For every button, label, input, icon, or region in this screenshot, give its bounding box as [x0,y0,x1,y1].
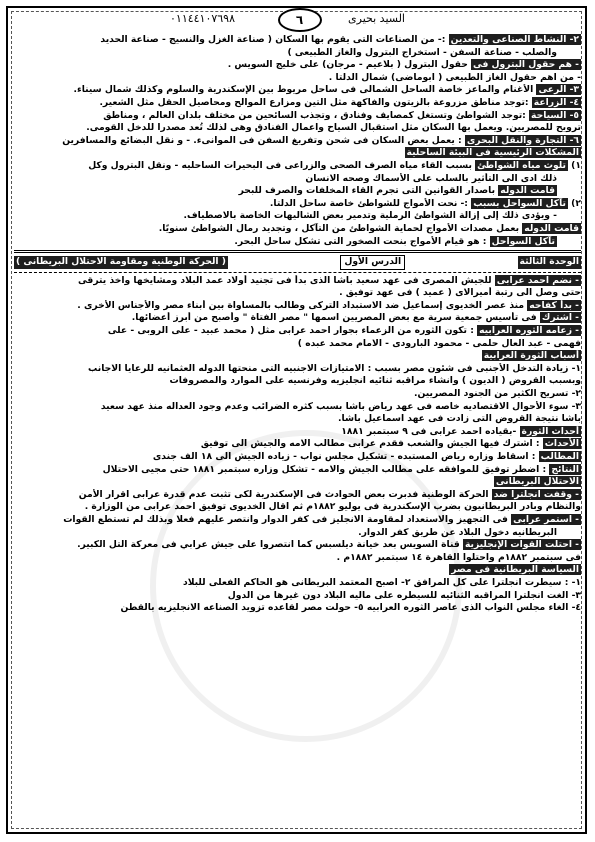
line-text: حقول البترول ( بلاعيم - مرجان) على خليج السويس . [227,59,472,71]
line-text: ترويح للمصريين. ويعمل بها السكان مثل استقبال السياح واعمال الفنادق وهى لذلك تُعد مصدرا للدخل القومى. [86,122,581,134]
text-line [14,122,581,135]
text-line [14,72,581,85]
line-text: :- من الصناعات التى يقوم بها السكان ( صناعة الغزل والنسيج - صناعة الحديد [100,34,449,45]
highlighted-heading: قامت الدوله [524,222,579,234]
page-number: ٦ [278,8,322,32]
highlighted-heading: - استمر عرابى [513,513,579,525]
text-line [14,438,581,451]
text-line [14,476,581,489]
highlighted-heading: ٢- النشاط الصناعى والتعدين [450,34,579,45]
text-line [14,160,581,173]
highlighted-heading: - بدأ كفاحه [529,299,579,311]
line-text: : تكون الثوره من الزعماء بجوار احمد عرابى مثل ( محمد عبيد - على الروبى - على [107,325,478,337]
highlighted-heading: تآكل السواحل [491,235,555,247]
unit-bar [14,255,581,270]
line-text: حتى وصل الى رتبة أميرالاى ( عميد ) فى عهد توفيق . [339,287,581,299]
highlighted-heading: المطالب [540,451,579,462]
line-text: - من اهم حقول الغاز الطبيعى ( ابوماضى) شمال الدلتا . [328,71,581,83]
text-line [14,59,581,72]
text-line [14,47,581,60]
text-line [14,451,581,464]
line-text: بسبب القاء مياه الصرف الصحى والزراعى فى البحيرات الساحليه - ونقل البترول وكل [88,159,476,171]
line-text: : اضطر توفيق للموافقه على مطالب الجيش والامه - تشكل وزاره سبتمبر ١٨٨١ حتى مجيى الاحتلال [102,463,550,475]
lesson-label: الدرس الأول [340,255,405,270]
section-coastal-economy [14,34,581,248]
text-line [14,173,581,186]
line-text: الحركة الوطنية فدبرت بعض الحوادث فى الإسكندرية لكى تثبت عدم قدرة عرابى اقرار الأمن [78,488,492,500]
text-line [14,501,581,514]
line-text: والنظام وبادر البريطانيون بضرب الإسكندرية فى يوليو ١٨٨٢م ثم اقال الخديوى توفيق احمد عرابى من الوزارة . [84,501,581,513]
text-line [14,287,581,300]
text-line [14,514,581,527]
highlighted-heading: الأحداث [544,438,579,450]
line-text: باصدار القوانين التى تجرم القاء المخلفات والصرف للبحر [238,185,499,197]
line-text: ٣- الغت انجلترا المراقبه الثنائيه للسيطره على ماليه البلاد دون غيرها من الدول [227,589,581,601]
line-text: ١) [567,159,581,171]
text-line [14,577,581,590]
highlighted-heading: ٥- السياحة [531,109,579,121]
section-national-movement [14,275,581,615]
text-line [14,527,581,540]
line-text: ٢) [567,197,581,209]
text-line [14,375,581,388]
text-line [14,350,581,363]
line-text: فهمى - عبد العال حلمى - محمود البارودى - الامام محمد عبده ) [297,337,581,349]
highlighted-heading: - وقفت انجلترا ضد [493,488,579,500]
highlighted-heading: تلوث مياه الشواطئ [477,159,566,171]
highlighted-heading: - احتلت القوات الإنجليزية [464,539,579,551]
line-text: قناة السويس بعد خيانة ديلسبس كما انتصروا على جيش عرابي فى معركة التل الكبير. [77,539,463,551]
unit-divider [14,272,581,273]
line-text: فى سبتمبر ١٨٨٢م واحتلوا القاهرة ١٤ سبتمبر ١٨٨٢م . [336,551,581,563]
line-text: : اسقاط وزاره رياض المستبده - تشكيل مجلس نواب - زياده الجيش الى ١٨ الف جندى [152,451,539,462]
line-text: ١- : سيطرت انجلترا على كل المرافق ٢- اصبح المعتمد البريطانى هو الحاكم الفعلى للبلاد [182,576,581,588]
text-line [14,325,581,338]
text-line [14,236,581,249]
line-text: بعمل مصدات الأمواج لحماية الشواطئ من التآكل ، وتجديد رمال الشواطئ سنويًا. [158,222,523,234]
line-text: -بقياده احمد عرابى فى ٩ سبتمبر ١٨٨١ [341,425,520,437]
highlighted-heading: - هم حقول البترول فى [473,59,579,71]
line-text: : يعمل بعض السكان فى شحن وتفريغ السفن فى الموانىء. - و نقل البضائع والمسافرين [62,134,465,146]
lesson-title: ( الحركة الوطنية ومقاومة الاحتلال البريطانى ) [16,256,226,268]
line-text: وبسبب القروض ( الديون ) وانشاء مراقبه ثنائيه انجليزيه وفرنسيه على الموارد والمصروفات [169,375,581,387]
line-text: باشا نتيجة القروض التى زادت فى عهد اسماعيل باشا. [338,413,581,425]
text-line [14,338,581,351]
text-line [14,312,581,325]
line-text: : هو قيام الأمواج بنحت الصخور التى تشكل ساحل البحر. [234,235,490,247]
text-line [14,388,581,401]
line-text: ٢- تسريح الكثير من الجنود المصريين. [413,388,581,400]
line-text: ١- زيادة التدخل الأجنبى فى شئون مصر بسبب : الامتيازات الاجنبيه التى منحتها الدوله العثمانيه للرعايا الاجانب [88,362,581,374]
highlighted-heading: - نضم احمد عرابى [496,274,579,286]
text-line [14,275,581,288]
highlighted-heading: - زعامه الثوره العرابيه [479,325,579,337]
highlighted-heading: تآكل السواحل بسبب [473,197,566,209]
line-text: :- نحت الأمواج للشواطئ خاصة ساحل الدلتا. [269,197,472,209]
phone-number: ٠١١٤٤١٠٧٦٩٨ [170,12,235,25]
page-header [20,8,575,30]
line-text: ٤- الغاء مجلس النواب الذى عاصر الثوره العرابيه ٥- حولت مصر لقاعده تزويد الصناعه الانجليزيه بالقطن [120,602,581,614]
highlighted-heading: الاحتلال البريطانى [495,476,579,488]
highlighted-heading: قامت الدوله [500,185,555,197]
text-line [14,147,581,160]
text-line [14,223,581,236]
line-text: :توجد مناطق مزروعة بالزيتون والفاكهة مثل التين ومزارع الموالح ومحاصيل الحقل مثل الشعير. [99,96,532,108]
text-line [14,590,581,603]
text-line [14,602,581,615]
text-line [14,97,581,110]
line-text: - ويؤدى ذلك إلى إزالة الشواطئ الرملية وتدمير بعض الشاليهات الخاصة بالاصطياف. [183,210,557,222]
highlighted-heading: أحداث الثورة [521,425,579,437]
section-divider [14,250,581,253]
text-line [14,539,581,552]
text-line [14,552,581,565]
line-text: فى التجهيز والاستعداد لمقاومة الانجليز فى كفر الدوار وانتصر عليهم فعلا وبذلك لم تستطع القوات [63,513,512,525]
text-line [14,426,581,439]
highlighted-heading: ٤- الزراعة [533,96,579,108]
text-line [14,489,581,502]
line-text: الأغنام والماعز خاصة الساحل الشمالى فى ساحل مريوط بين الإسكندرية والسلوم وكذلك شمال سيناء. [73,84,537,96]
text-line [14,363,581,376]
text-line [14,110,581,123]
text-line [14,34,581,47]
text-line [14,84,581,97]
line-text: والصلب - صناعة السفن - استخراج البترول والغاز الطبيعى ) [287,46,557,58]
text-line [14,135,581,148]
highlighted-heading: المشكلات الرئيسية فى البيئة الساحلية [406,147,579,159]
text-line [14,401,581,414]
highlighted-heading: النتائج [551,463,579,475]
line-text: للجيش المصرى فى عهد سعيد باشا الذى بدأ فى تجنيد أولاد عمد البلاد ومشايخها واخذ يترقى [78,274,495,286]
text-line [14,564,581,577]
line-text: منذ عصر الخديوى إسماعيل ضد الاستبداد التركى وطالب بالمساواة بين أبناء مصر والأجناس الأخرى . [77,299,528,311]
unit-label: الوحدة الثالثة [519,256,579,268]
highlighted-heading: ٣- الرعى [538,84,579,96]
text-line [14,185,581,198]
text-line [14,464,581,477]
author-name: السيد بحيرى [348,12,405,25]
line-text: فى تأسيس جمعية سرية مع بعض المصريين اسمها " مصر الفتاة " وأصبح من أبرز أعضائها. [131,312,540,324]
text-line [14,210,581,223]
text-line [14,198,581,211]
highlighted-heading: السياسة البريطانية فى مصر [451,564,579,576]
page-content [14,34,581,615]
highlighted-heading: - اشترك [541,312,579,324]
line-text: البريطانيه دخول البلاد عن طريق كفر الدوار. [358,526,557,538]
highlighted-heading: أسباب الثورة العرابية [483,350,579,362]
highlighted-heading: ٦- التجارة والنقل البحرى [466,134,579,146]
line-text: :توجد الشواطئ وتستغل كمصايف وفنادق ، وتجذب السائحين من مختلف بلدان العالم ، ومناطق [103,109,530,121]
text-line [14,300,581,313]
line-text: ٣- سوء الأحوال الاقتصاديه خاصه فى عهد رياض باشا بسبب كثره الضرائب وعدم وجود العداله منذ عهد سعيد [100,400,581,412]
text-line [14,413,581,426]
line-text: : اشترك فيها الجيش والشعب فقدم عرابى مطالب الامه والجيش الى توفيق [200,438,543,450]
line-text: ذلك ادى الى التأثير بالسلب على الأسماك وصحه الانسان [305,172,557,184]
